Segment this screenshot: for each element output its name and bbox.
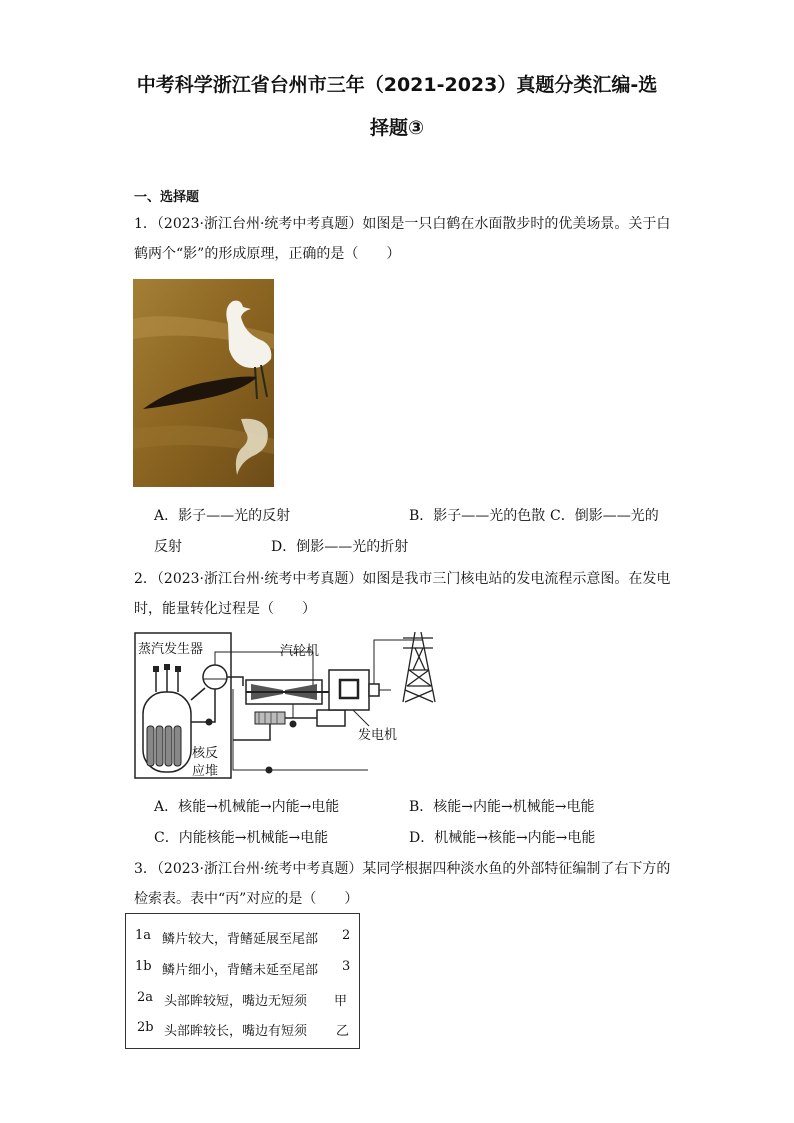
q2-option-c[interactable]: C．内能核能→机械能→电能 <box>154 830 329 846</box>
egret-photo <box>133 279 274 487</box>
label-turbine: 汽轮机 <box>280 644 320 659</box>
table-row: 2b 头部眸较长，嘴边有短须 乙 <box>137 1020 350 1039</box>
q2-option-a[interactable]: A．核能→机械能→内能→电能 <box>154 799 340 815</box>
q1-option-c[interactable]: C．倒影——光的 <box>550 508 659 524</box>
label-reactor-1: 核反 <box>192 746 219 761</box>
q3-stem-line1: 3．（2023·浙江台州·统考中考真题）某同学根据四种淡水鱼的外部特征编制了右下方的 <box>134 861 671 877</box>
section-heading: 一、选择题 <box>134 190 200 205</box>
q2-option-d[interactable]: D．机械能→核能→内能→电能 <box>409 830 596 846</box>
document-title-line2: 择题③ <box>369 117 425 139</box>
table-row: 1a 鳞片较大，背鳍延展至尾部 2 <box>135 928 351 947</box>
q1-option-b[interactable]: B．影子——光的色散 <box>409 508 546 524</box>
q1-option-a[interactable]: A．影子——光的反射 <box>154 508 291 524</box>
label-reactor-2: 应堆 <box>192 764 219 779</box>
q1-stem-line2: 鹤两个“影”的形成原理，正确的是（ ） <box>134 246 401 262</box>
document-title-line1: 中考科学浙江省台州市三年（2021-2023）真题分类汇编-选 <box>136 74 658 96</box>
label-steam-generator: 蒸汽发生器 <box>138 642 204 657</box>
q1-option-d[interactable]: D．倒影——光的折射 <box>271 539 409 555</box>
table-row: 2a 头部眸较短，嘴边无短须 甲 <box>137 990 348 1009</box>
q1-stem-line1: 1．（2023·浙江台州·统考中考真题）如图是一只白鹤在水面散步时的优美场景。关于白 <box>134 216 671 232</box>
dichotomous-key-table <box>125 913 360 1049</box>
q2-option-b[interactable]: B．核能→内能→机械能→电能 <box>409 799 595 815</box>
q2-stem-line2: 时，能量转化过程是（ ） <box>134 601 316 617</box>
table-row: 1b 鳞片细小，背鳍未延至尾部 3 <box>135 959 351 978</box>
q2-stem-line1: 2．（2023·浙江台州·统考中考真题）如图是我市三门核电站的发电流程示意图。在发电 <box>134 571 671 587</box>
label-generator: 发电机 <box>358 728 398 743</box>
q1-option-c-cont: 反射 <box>154 539 182 555</box>
q3-stem-line2: 检索表。表中“丙”对应的是（ ） <box>134 891 359 907</box>
